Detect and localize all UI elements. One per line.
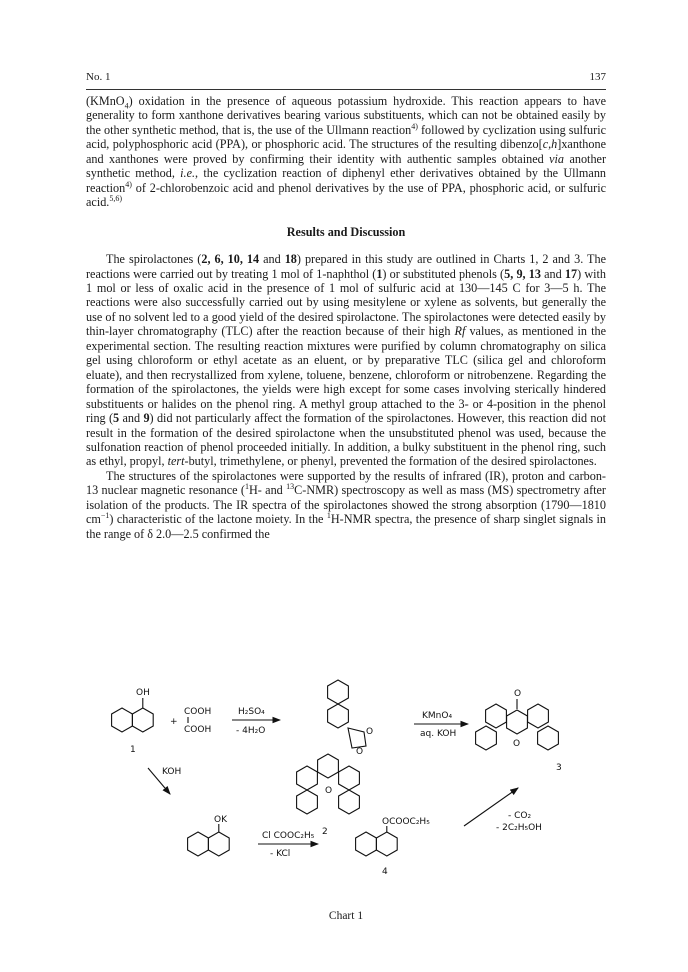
chart-caption: Chart 1 xyxy=(328,910,364,922)
spirolactone-structure xyxy=(297,680,373,837)
article-body xyxy=(86,94,606,541)
label-aq-koh: aq. KOH xyxy=(420,729,457,739)
label-lactone-o: O xyxy=(366,727,374,737)
label-oh: OH xyxy=(136,688,150,698)
dibenzoxanthone-structure xyxy=(476,689,562,773)
paragraph-spirolactones: The spirolactones (2, 6, 10, 14 and 18) prepared in this study are outlined in Charts 1, 2 and 3. The reactions were carried out by treating 1 mol of 1-naphthol (1) or substituted phenols (5, 9, 13 and 17) with 1 mol or less of oxalic acid in the presence of 1 mol of sulfuric acid at 130—145 C for 3—5 h. The reactions were also successfully carried out by using mesitylene or xylene as solvents, but generally the use of no solvent led to a good yield of the desired spirolactone. The spirolactones were detected easily by thin-layer chromatography (TLC) after the reaction because of their high Rf values, as mentioned in the experimental section. The resulting reaction mixtures were purified by column chromatography on silica gel using chloroform or ethyl acetate as an eluent, or by preparative TLC (silica gel and chloroform eluate), and then recrystallized from xylene, toluene, benzene, chloroform or nitrobenzene. Regarding the formation of the spirolactones, the yields were high except for some cases involving sterically hindered substituents or halides on the phenol ring. A methyl group attached to the 3- or 4-position in the phenol ring (5 and 9) did not particularly affect the formation of the spirolactones. However, this reaction did not result in the formation of the desired spirolactone when the unsubstituted phenol was used, because the sulfonation reaction of phenol proceeded initially. In addition, a bulky substituent in the phenol ring, such as ethyl, propyl, tert-butyl, trimethylene, or phenyl, prevented the formation of the desired spirolactones. xyxy=(86,252,607,469)
label-ok: OK xyxy=(214,815,227,825)
label-compound-4: 4 xyxy=(382,867,388,877)
label-ethyl-chloroformate: Cl COOC₂H₅ xyxy=(262,831,315,841)
label-compound-3: 3 xyxy=(556,763,562,773)
issue-number: No. 1 xyxy=(86,71,111,83)
section-heading: Results and Discussion xyxy=(286,224,406,239)
label-lactone-carbonyl-o: O xyxy=(356,747,364,757)
naphthoxide-structure xyxy=(188,815,230,856)
naphthyl-carbonate-structure xyxy=(356,817,431,877)
label-plus: + xyxy=(170,717,178,727)
running-head xyxy=(86,71,606,83)
label-minus-kcl: - KCl xyxy=(270,849,291,859)
naphthol-structure xyxy=(112,688,154,755)
label-xanthone-o: O xyxy=(513,739,521,749)
label-h2so4: H₂SO₄ xyxy=(238,707,265,717)
label-ring-o: O xyxy=(325,786,333,796)
label-xanthone-carbonyl-o: O xyxy=(514,689,522,699)
label-minus-ethanol: - 2C₂H₅OH xyxy=(496,823,542,833)
label-ocooc2h5: OCOOC₂H₅ xyxy=(382,817,430,827)
label-compound-2: 2 xyxy=(322,827,328,837)
label-compound-1: 1 xyxy=(130,745,136,755)
label-cooh-bottom: COOH xyxy=(184,725,212,735)
label-cooh-top: COOH xyxy=(184,707,212,717)
label-minus-co2: - CO₂ xyxy=(508,811,532,821)
paragraph-structures: The structures of the spirolactones were supported by the results of infrared (IR), proton and carbon-13 nuclear magnetic resonance ($^1$H- and $^{13}$C-NMR) spectroscopy as well as mass (MS) spectrometry after isolation of the products. The IR spectra of the spirolactones showed the strong absorption (1790—1810 $cm^{-1}$) characteristic of the lactone moiety. In the $^1$H-NMR spectra, the presence of sharp singlet signals in the range of δ 2.0—2.5 confirmed the xyxy=(86,468,606,541)
label-koh: KOH xyxy=(162,767,182,777)
reaction-scheme-chart-1 xyxy=(90,676,610,906)
header-rule xyxy=(86,89,606,90)
page-number: 137 xyxy=(589,71,606,83)
reaction-scheme-svg xyxy=(90,676,610,906)
paragraph-intro-continued: (KMnO$_4$) oxidation in the presence of aqueous potassium hydroxide. This reaction appears to have generality to form xanthone derivatives bearing various substituents, which can not be obtained easily by the other synthetic method, that is, the use of the Ullmann reaction$^{4)}$ followed by cyclization using sulfuric acid, polyphosphoric acid (PPA), or phosphoric acid. The structures of the resulting dibenzo[c,h]xanthone and xanthones were proved by confirming their identity with authentic samples obtained via another synthetic method, i.e., the cyclization reaction of diphenyl ether derivatives obtained by the Ullmann reaction$^{4)}$ of 2-chlorobenzoic acid and phenol derivatives by the use of PPA, phosphoric acid, or sulfuric acid.$^{5,6)}$ xyxy=(86,94,607,210)
oxalic-acid-structure xyxy=(184,707,211,735)
label-minus-water: - 4H₂O xyxy=(236,726,266,736)
label-kmno4: KMnO₄ xyxy=(422,711,453,721)
